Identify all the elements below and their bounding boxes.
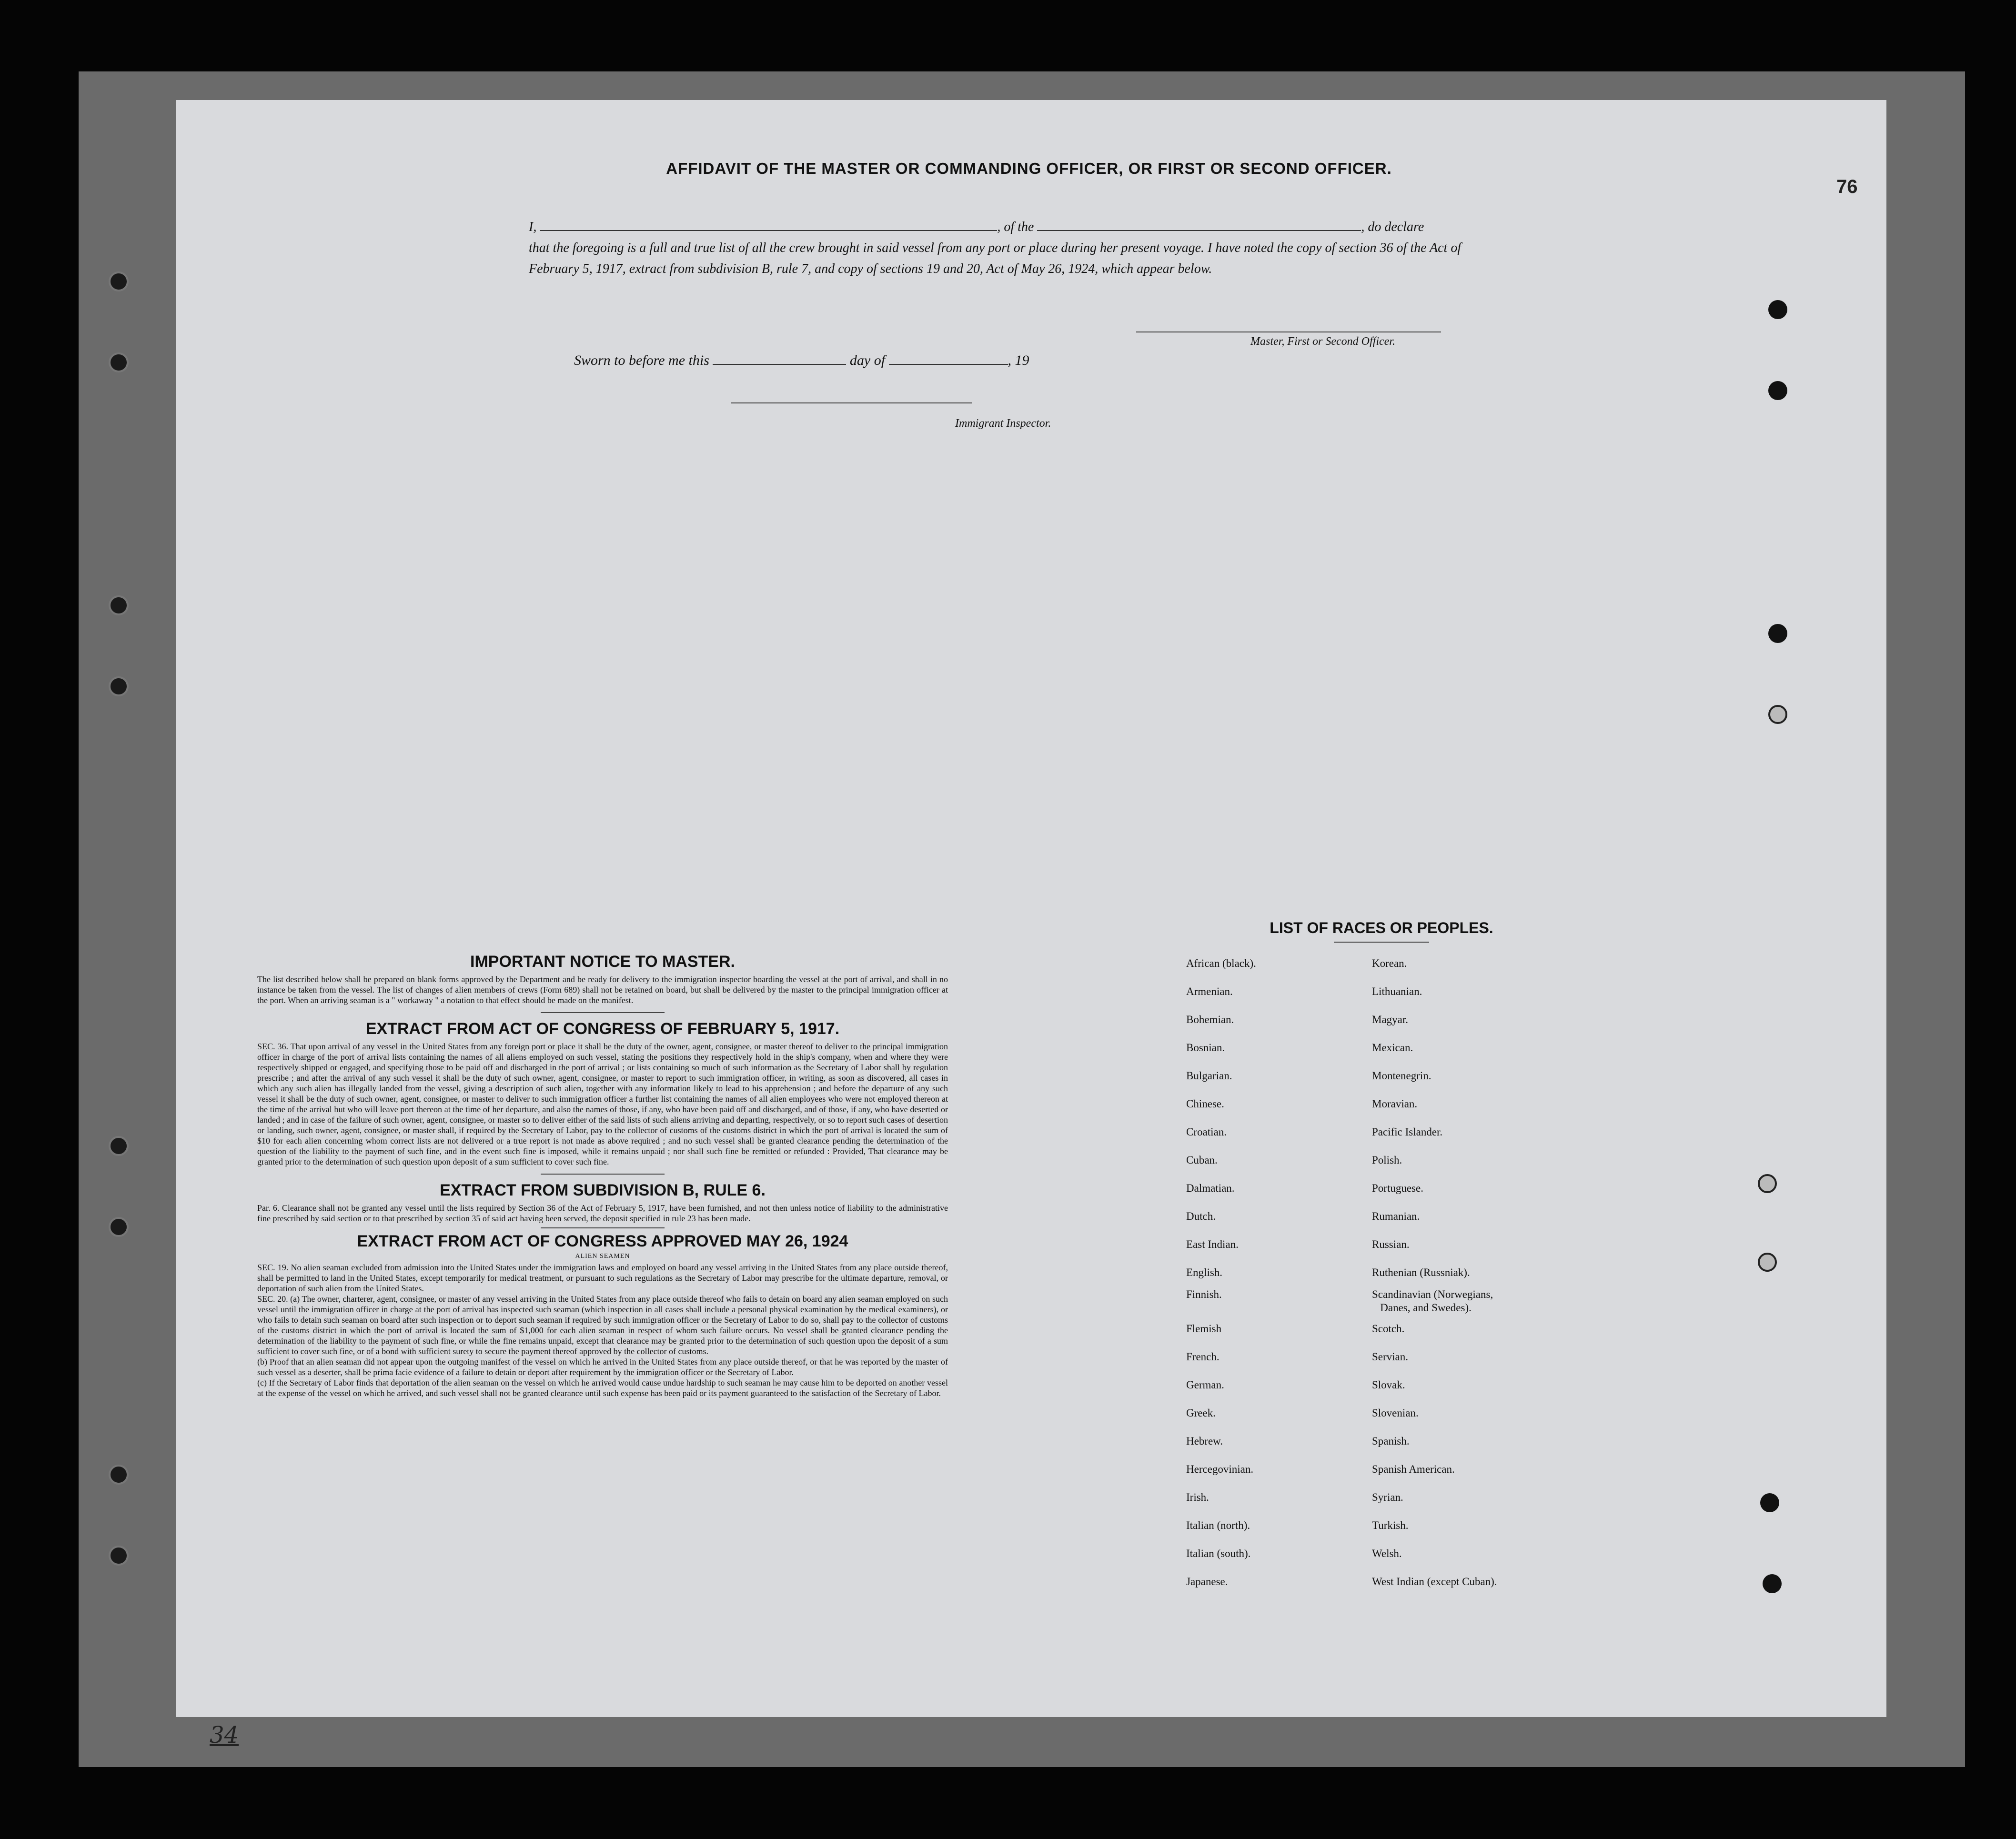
subdivision-title: EXTRACT FROM SUBDIVISION B, RULE 6.	[440, 1181, 766, 1199]
inspector-signature-label: Immigrant Inspector.	[955, 417, 1051, 430]
punch-hole	[1760, 1493, 1779, 1512]
race-item: German.	[1186, 1379, 1224, 1391]
name-blank	[540, 220, 997, 231]
affidavit-of-the: , of the	[997, 220, 1034, 234]
punch-hole	[1763, 1574, 1782, 1593]
legal-notices	[257, 953, 948, 1398]
notice-title: IMPORTANT NOTICE TO MASTER.	[470, 953, 735, 971]
race-item: Slovak.	[1372, 1379, 1405, 1391]
sec-20c-text: (c) If the Secretary of Labor finds that deportation of the alien seaman on the vessel on which he arrived would cause undue hardship to such seaman he may cause him to be deported on another vessel at the expense of the vessel on which he arrived, and such vessel shall not be granted clearance until such expense has been paid or its payment guaranteed to the satisfaction of the Secretary of Labor.	[257, 1378, 948, 1398]
divider	[541, 1012, 665, 1013]
page-number: 76	[1836, 176, 1858, 197]
race-item: Hebrew.	[1186, 1435, 1223, 1447]
race-item: African (black).	[1186, 957, 1256, 969]
race-item: Armenian.	[1186, 985, 1233, 997]
binder-hole	[109, 352, 129, 372]
race-item: Russian.	[1372, 1238, 1410, 1250]
inspector-signature-line	[731, 402, 972, 403]
race-item: Pacific Islander.	[1372, 1126, 1443, 1138]
race-item: Rumanian.	[1372, 1210, 1420, 1222]
affidavit-text	[529, 217, 1482, 280]
extract-1917-title: EXTRACT FROM ACT OF CONGRESS OF FEBRUARY 5, 1917.	[365, 1020, 840, 1038]
race-item: Hercegovinian.	[1186, 1463, 1254, 1475]
race-item: Portuguese.	[1372, 1182, 1423, 1194]
race-item: Scotch.	[1372, 1323, 1405, 1335]
race-item: Montenegrin.	[1372, 1070, 1431, 1082]
race-item: Dutch.	[1186, 1210, 1216, 1222]
day-blank	[713, 353, 846, 365]
sec-20b-text: (b) Proof that an alien seaman did not appear upon the outgoing manifest of the vessel on which he arrived in the United States from any place outside thereof, or that he was reported by the master of such vessel as a deserter, shall be prima facie evidence of a failure to detain or deport after requirement by the immigration officer or the Secretary of Labor.	[257, 1357, 948, 1377]
notice-text: The list described below shall be prepared on blank forms approved by the Department and be ready for delivery to the immigration inspector boarding the vessel at the port of arrival, and shall in no instance be taken from the vessel. The list of changes of alien members of crews (Form 689) shall not be retained on board, but shall be delivered by the master to the principal immigration officer at the port. When an arriving seaman is a " workaway " a notation to that effect should be made on the manifest.	[257, 975, 948, 1005]
subdivision-text: Par. 6. Clearance shall not be granted any vessel until the lists required by Section 36 of the Act of February 5, 1917, have been furnished, and not then unless notice of liability to the administrative fine prescribed by said section or to that prescribed by section 35 of said act having been served, the deposit specified in rule 23 has been made.	[257, 1203, 948, 1223]
race-item: Italian (south).	[1186, 1548, 1251, 1559]
margin-note: 34	[210, 1722, 239, 1749]
race-item: Moravian.	[1372, 1098, 1418, 1110]
race-item: Slovenian.	[1372, 1407, 1419, 1419]
extract-1924-subtitle: ALIEN SEAMEN	[575, 1253, 630, 1260]
sworn-year: , 19	[1008, 352, 1029, 368]
race-item: Magyar.	[1372, 1014, 1409, 1025]
race-item: French.	[1186, 1351, 1220, 1363]
race-item: Korean.	[1372, 957, 1407, 969]
races-grid	[1186, 949, 1577, 1596]
race-item: Finnish.	[1186, 1288, 1222, 1300]
race-item: Scandinavian (Norwegians, Danes, and Swedes).	[1372, 1288, 1493, 1314]
binder-hole	[109, 595, 129, 615]
sworn-day-of: day of	[849, 352, 886, 368]
punch-hole	[1768, 300, 1787, 319]
race-item: Polish.	[1372, 1154, 1402, 1166]
master-signature-label: Master, First or Second Officer.	[1250, 335, 1395, 348]
manifest-page	[176, 100, 1886, 1717]
race-item: Dalmatian.	[1186, 1182, 1235, 1194]
sec-20a-text: SEC. 20. (a) The owner, charterer, agent, consignee, or master of any vessel arriving in the United States from any place outside thereof who fails to detain on board any alien seaman employed on such vessel until the immigration officer in charge at the port of arrival has inspected such seaman (which inspection in all cases shall include a personal physical examination by the medical examiners), or who fails to detain such seaman on board after such inspection or to deport such seaman if required by such immigration officer or the Secretary of Labor to do so, shall pay to the collector of customs of the customs district in which the port of arrival is located the sum of $1,000 for each alien seaman in respect of whom such failure occurs. No vessel shall be granted clearance pending the determination of the liability to the payment of such fine, or while the fine remains unpaid, except that clearance may be granted prior to the determination of such question upon the deposit of a sum sufficient to cover such fine, or of a bond with sufficient surety to secure the payment thereof approved by the collector of customs.	[257, 1294, 948, 1356]
binder-hole	[109, 1546, 129, 1566]
race-item: Cuban.	[1186, 1154, 1218, 1166]
divider	[1334, 942, 1429, 943]
binder-hole	[109, 1217, 129, 1237]
race-item: Japanese.	[1186, 1576, 1228, 1588]
punch-hole	[1768, 381, 1787, 400]
sworn-line	[574, 352, 1029, 369]
punch-hole	[1758, 1253, 1777, 1272]
binder-hole	[109, 1465, 129, 1485]
race-item: Spanish.	[1372, 1435, 1410, 1447]
affidavit-body: that the foregoing is a full and true list of all the crew brought in said vessel from any port or place during her present voyage. I have noted the copy of section 36 of the Act of February 5, 1917, extract from subdivision B, rule 7, and copy of sections 19 and 20, Act of May 26, 1924, which appear below.	[529, 241, 1462, 276]
race-item: Turkish.	[1372, 1519, 1409, 1531]
affidavit-title: AFFIDAVIT OF THE MASTER OR COMMANDING OFFICER, OR FIRST OR SECOND OFFICER.	[666, 160, 1392, 177]
divider	[541, 1174, 665, 1175]
races-list	[1186, 919, 1577, 1596]
month-blank	[889, 353, 1008, 365]
punch-hole	[1768, 705, 1787, 724]
race-item: Chinese.	[1186, 1098, 1224, 1110]
race-item: West Indian (except Cuban).	[1372, 1576, 1497, 1588]
race-item: Syrian.	[1372, 1491, 1403, 1503]
vessel-blank	[1037, 220, 1361, 231]
binder-hole	[109, 271, 129, 291]
race-item: Greek.	[1186, 1407, 1216, 1419]
race-item: Welsh.	[1372, 1548, 1402, 1559]
race-item: Ruthenian (Russniak).	[1372, 1266, 1470, 1278]
affidavit-i: I,	[529, 220, 537, 234]
races-title: LIST OF RACES OR PEOPLES.	[1270, 919, 1493, 936]
punch-hole	[1758, 1174, 1777, 1193]
sworn-text: Sworn to before me this	[574, 352, 709, 368]
binder-hole	[109, 1136, 129, 1156]
race-item: Mexican.	[1372, 1042, 1413, 1054]
affidavit-declare: , do declare	[1361, 220, 1424, 234]
race-item: Italian (north).	[1186, 1519, 1250, 1531]
race-item: Lithuanian.	[1372, 985, 1422, 997]
race-item: Bulgarian.	[1186, 1070, 1232, 1082]
race-item: Bohemian.	[1186, 1014, 1234, 1025]
race-item: Croatian.	[1186, 1126, 1227, 1138]
race-item: Irish.	[1186, 1491, 1209, 1503]
race-item: East Indian.	[1186, 1238, 1239, 1250]
race-item: Bosnian.	[1186, 1042, 1225, 1054]
race-item: Servian.	[1372, 1351, 1409, 1363]
divider	[541, 1227, 665, 1228]
binder-hole	[109, 676, 129, 696]
extract-1917-text: SEC. 36. That upon arrival of any vessel in the United States from any foreign port or place it shall be the duty of the owner, agent, consignee, or master thereof to deliver to the principal immigration officer in charge of the port of arrival lists containing the names of all aliens employed on such vessel, stating the positions they respectively hold in the ship's company, when and where they were respectively shipped or engaged, and specifying those to be paid off and discharged in the port of arrival ; or lists containing so much of such information as the Secretary of Labor shall by regulation prescribe ; and after the arrival of any such vessel it shall be the duty of such owner, agent, consignee, or master to report to such immigration officer, in writing, as soon as discovered, all cases in which any such alien has illegally landed from the vessel, giving a description of such alien, together with any information likely to lead to his apprehension ; and before the departure of any such vessel it shall be the duty of such owner, agent, consignee, or master to deliver to such immigration officer a further list containing the names of all alien employees who were not employed thereon at the time of the arrival but who will leave port thereon at the time of her departure, and also the names of those, if any, who have been paid off and discharged, and of those, if any, who have deserted or landed ; and in case of the failure of such owner, agent, consignee, or master so to deliver either of the said lists of such aliens arriving and departing, respectively, or so to report such cases of desertion or landing, such owner, agent, consignee, or master shall, if required by the Secretary of Labor, pay to the collector of customs of the customs district in which the port of arrival is located the sum of $10 for each alien concerning whom correct lists are not delivered or a true report is not made as above required ; and no such vessel shall be granted clearance pending the determination of the question of the liability to the payment of such fine, and in the event such fine is imposed, while it remains unpaid ; nor shall such fine be remitted or refunded : Provided, That clearance may be granted prior to the determination of such question upon deposit of a sum sufficient to cover such fine.	[257, 1042, 948, 1166]
race-item: Spanish American.	[1372, 1463, 1455, 1475]
race-item: English.	[1186, 1266, 1223, 1278]
punch-hole	[1768, 624, 1787, 643]
extract-1924-title: EXTRACT FROM ACT OF CONGRESS APPROVED MAY 26, 1924	[357, 1232, 848, 1250]
race-item: Flemish	[1186, 1323, 1222, 1335]
sec-19-text: SEC. 19. No alien seaman excluded from admission into the United States under the immigration laws and employed on board any vessel arriving in the United States from any place outside thereof, shall be permitted to land in the United States, except temporarily for medical treatment, or pursuant to such regulations as the Secretary of Labor may prescribe for the ultimate departure, removal, or deportation of such alien from the United States.	[257, 1263, 948, 1293]
